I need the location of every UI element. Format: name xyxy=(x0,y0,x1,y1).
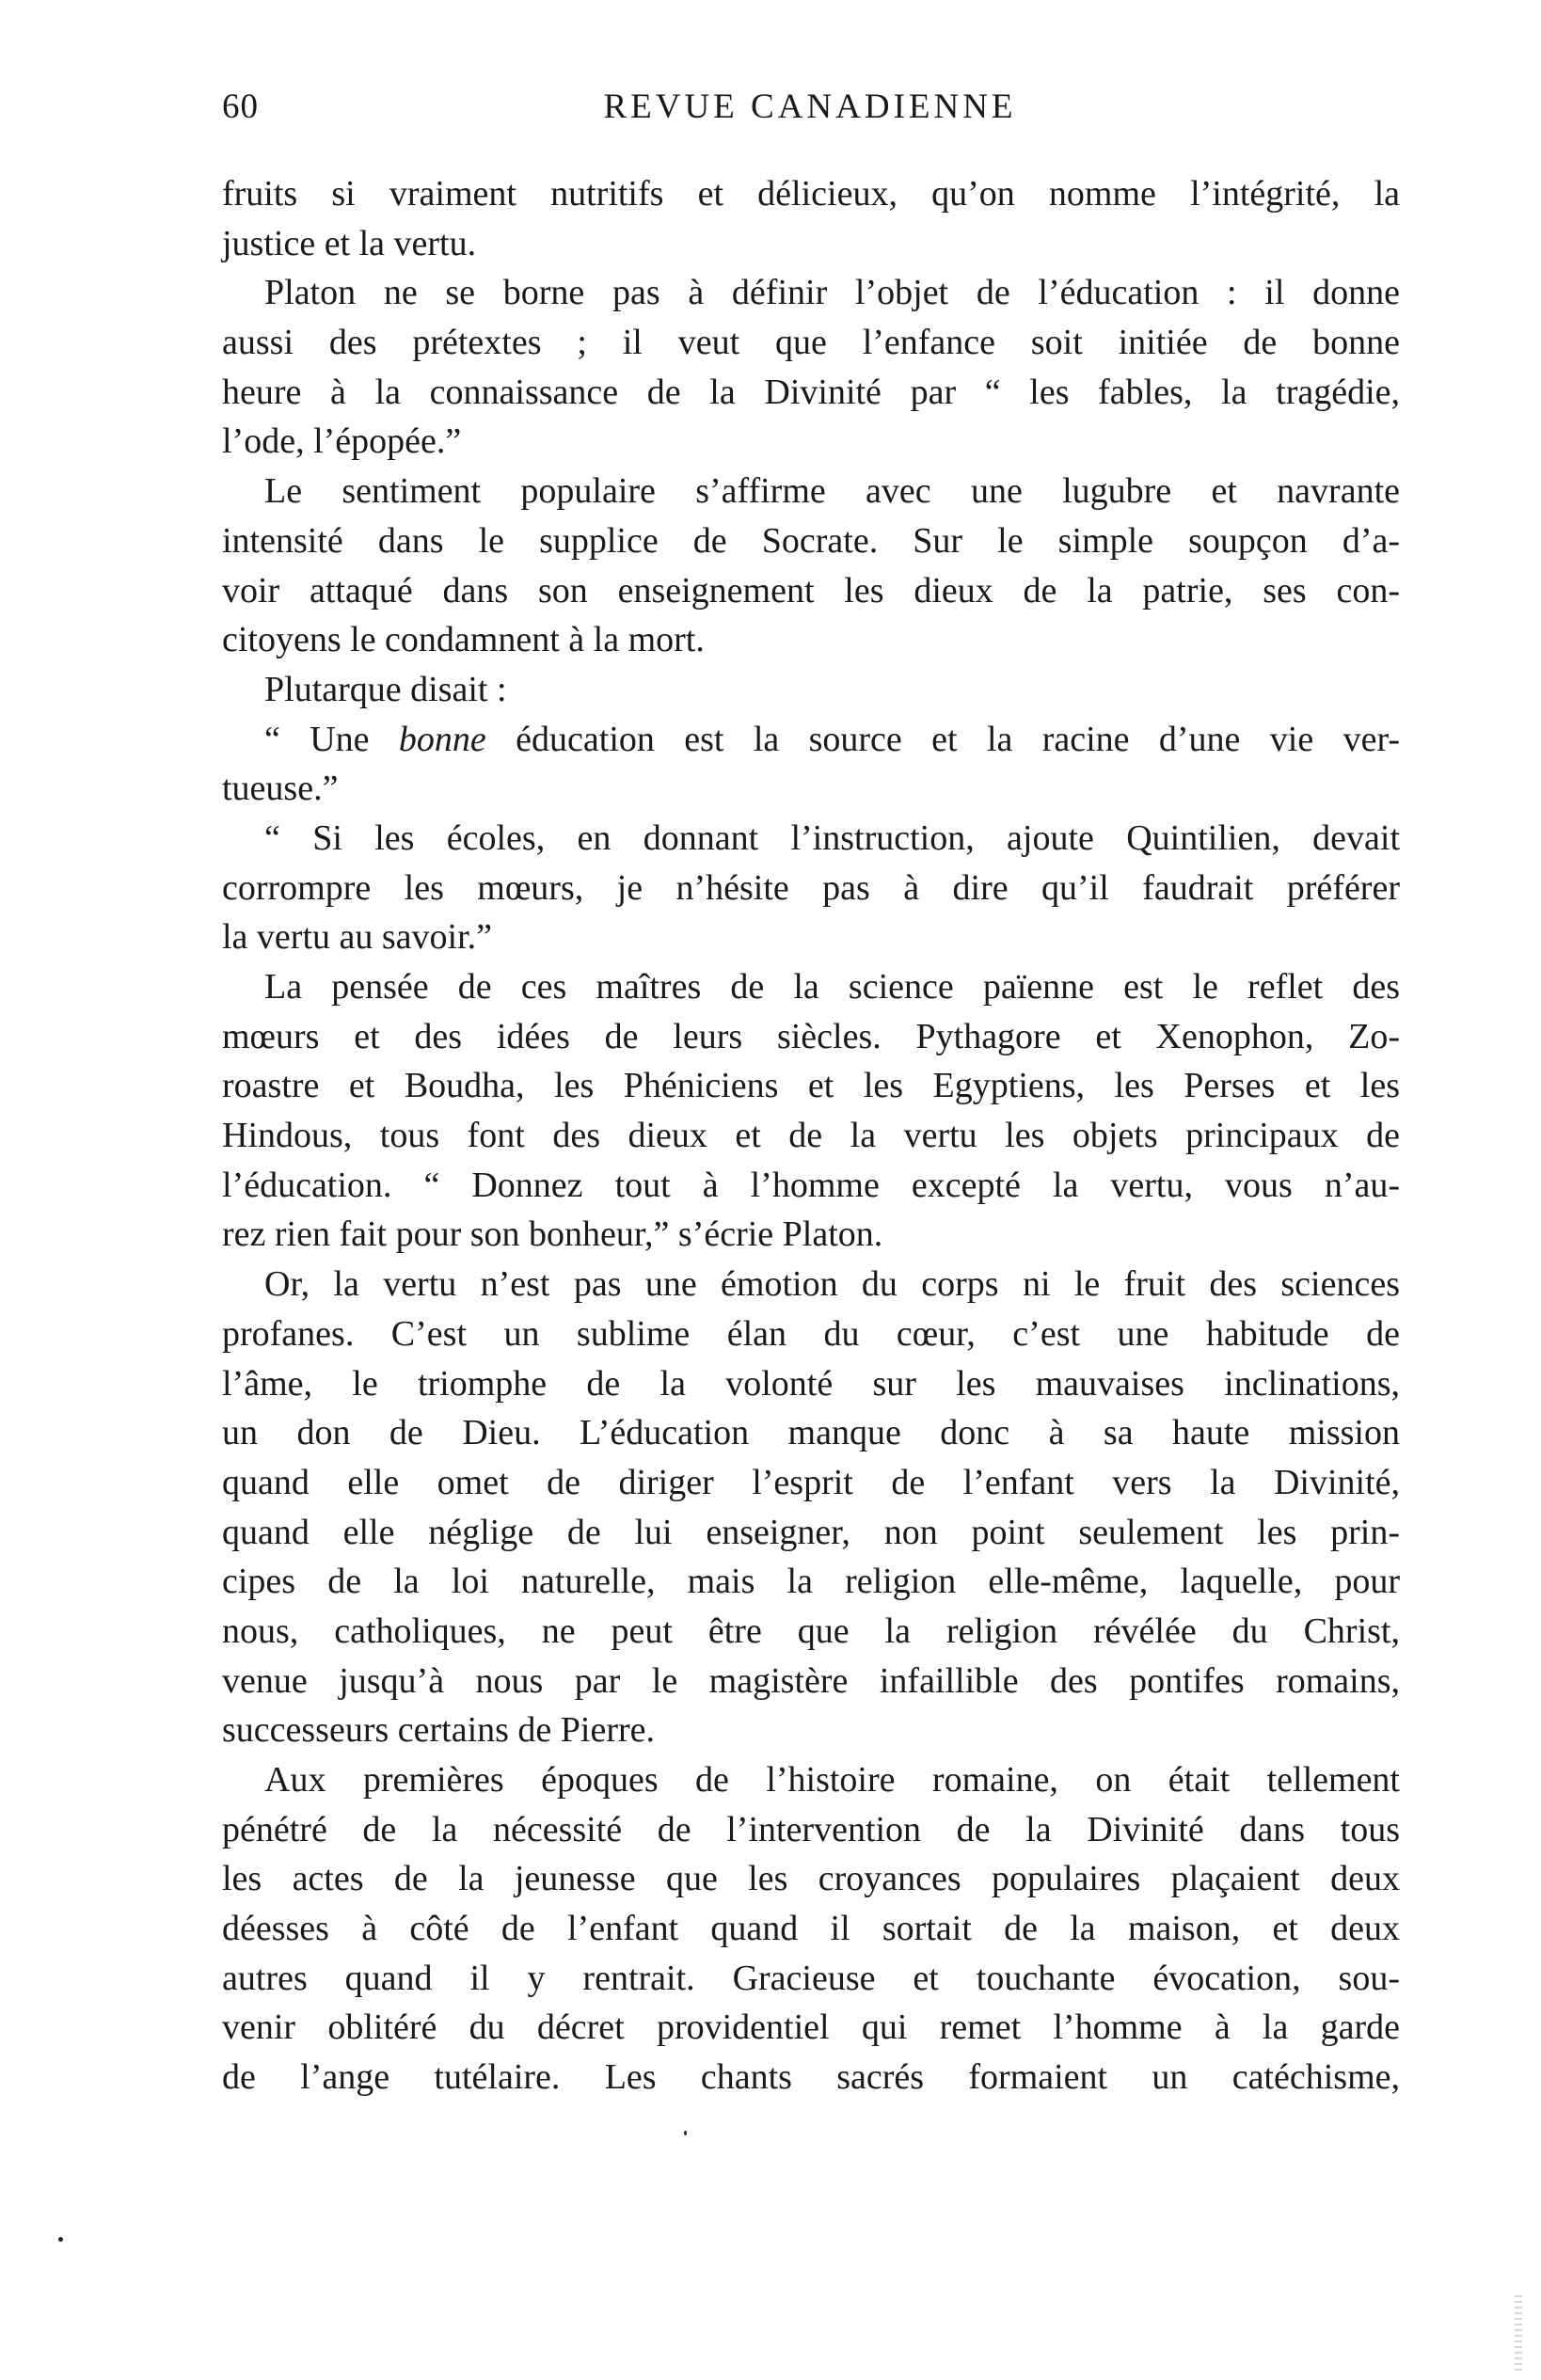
text-line: la vertu au savoir.” xyxy=(222,917,493,958)
text-line: l’ode, l’épopée.” xyxy=(222,421,462,462)
text-line: l’éducation. “ Donnez tout à l’homme excepté la vertu, vous n’au- xyxy=(222,1165,1400,1205)
text-line: justice et la vertu. xyxy=(222,223,477,263)
text-line: successeurs certains de Pierre. xyxy=(222,1710,656,1751)
text-line: “ Si les écoles, en donnant l’instruction, ajoute Quintilien, devait xyxy=(264,817,1400,858)
text-line: Hindous, tous font des dieux et de la vertu les objets principaux de xyxy=(222,1116,1400,1156)
text-line: aussi des prétextes ; il veut que l’enfance soit initiée de bonne xyxy=(222,323,1400,363)
text-line: mœurs et des idées de leurs siècles. Pythagore et Xenophon, Zo- xyxy=(222,1016,1400,1056)
ink-speck xyxy=(58,2237,63,2242)
text-line: nous, catholiques, ne peut être que la religion révélée du Christ, xyxy=(222,1610,1400,1651)
text-line: venue jusqu’à nous par le magistère infaillible des pontifes romains, xyxy=(222,1660,1400,1701)
text-line: Platon ne se borne pas à définir l’objet de l’éducation : il donne xyxy=(264,273,1400,313)
text-line: rez rien fait pour son bonheur,” s’écrie Platon. xyxy=(222,1214,883,1255)
text-line: tueuse.” xyxy=(222,769,339,809)
text-line: “ Une bonne éducation est la source et la racine d’une vie ver- xyxy=(264,719,1400,759)
text-line: roastre et Boudha, les Phéniciens et les Egyptiens, les Perses et les xyxy=(222,1066,1400,1106)
text-line: déesses à côté de l’enfant quand il sortait de la maison, et deux xyxy=(222,1909,1400,1949)
text-line: Or, la vertu n’est pas une émotion du corps ni le fruit des sciences xyxy=(264,1264,1400,1305)
text-line: corrompre les mœurs, je n’hésite pas à dire qu’il faudrait préférer xyxy=(222,867,1400,908)
page-edge-marks xyxy=(1515,2295,1522,2371)
text-line: l’âme, le triomphe de la volonté sur les mauvaises inclinations, xyxy=(222,1363,1400,1404)
page-header xyxy=(222,87,1398,143)
text-line: cipes de la loi naturelle, mais la religion elle-même, laquelle, pour xyxy=(222,1562,1400,1602)
text-line: autres quand il y rentrait. Gracieuse et touchante évocation, sou- xyxy=(222,1958,1400,1998)
text-line: quand elle néglige de lui enseigner, non point seulement les prin- xyxy=(222,1512,1400,1552)
text-line: La pensée de ces maîtres de la science païenne est le reflet des xyxy=(264,967,1400,1007)
ink-speck xyxy=(684,2131,687,2135)
text-line: voir attaqué dans son enseignement les dieux de la patrie, ses con- xyxy=(222,570,1400,611)
text-line: un don de Dieu. L’éducation manque donc à sa haute mission xyxy=(222,1413,1400,1453)
text-line: intensité dans le supplice de Socrate. Sur le simple soupçon d’a- xyxy=(222,520,1400,561)
text-line: heure à la connaissance de la Divinité par “ les fables, la tragédie, xyxy=(222,372,1400,412)
text-line: fruits si vraiment nutritifs et délicieux, qu’on nomme l’intégrité, la xyxy=(222,174,1400,214)
text-line: Le sentiment populaire s’affirme avec une lugubre et navrante xyxy=(264,471,1400,512)
page-number: 60 xyxy=(222,87,259,126)
text-line: citoyens le condamnent à la mort. xyxy=(222,620,705,660)
running-title: REVUE CANADIENNE xyxy=(603,87,1017,126)
text-line: les actes de la jeunesse que les croyances populaires plaçaient deux xyxy=(222,1859,1400,1899)
text-line: pénétré de la nécessité de l’intervention de la Divinité dans tous xyxy=(222,1809,1400,1849)
text-line: de l’ange tutélaire. Les chants sacrés formaient un catéchisme, xyxy=(222,2057,1400,2098)
text-line: Aux premières époques de l’histoire romaine, on était tellement xyxy=(264,1760,1400,1800)
text-line: quand elle omet de diriger l’esprit de l’enfant vers la Divinité, xyxy=(222,1462,1400,1502)
text-line: Plutarque disait : xyxy=(264,669,507,709)
text-line: venir oblitéré du décret providentiel qui remet l’homme à la garde xyxy=(222,2007,1400,2048)
text-line: profanes. C’est un sublime élan du cœur, c’est une habitude de xyxy=(222,1313,1400,1354)
body-text xyxy=(222,169,1400,2102)
